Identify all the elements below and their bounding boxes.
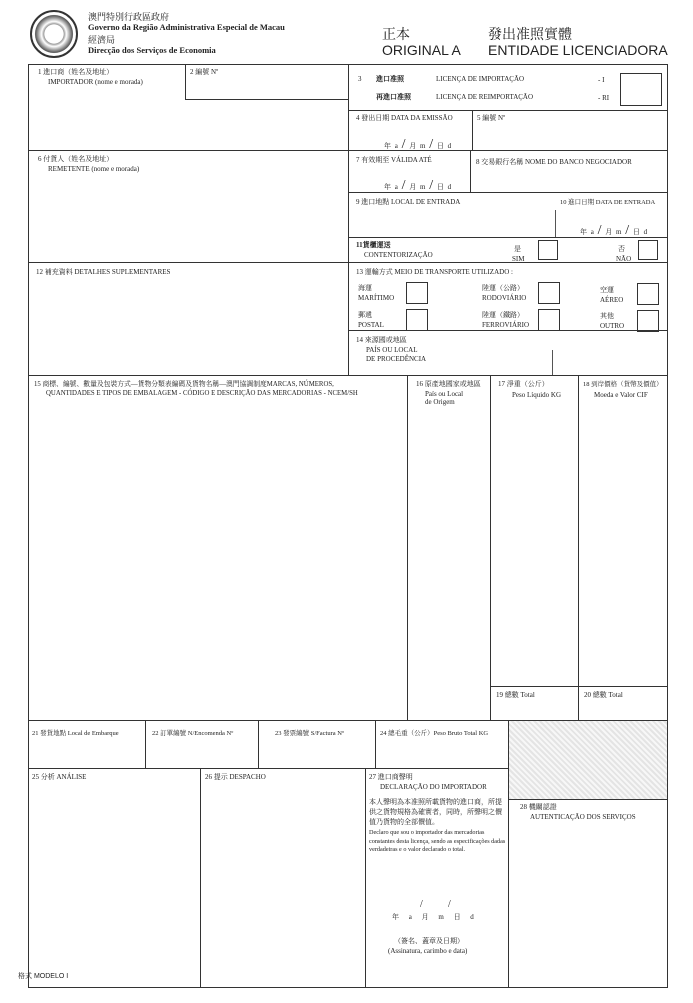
mode-air-pt: AÉREO	[600, 296, 624, 304]
slash: /	[420, 899, 423, 910]
field-19-label: 19 總數 Total	[496, 691, 535, 699]
field-16-origin[interactable]	[407, 375, 491, 721]
field-2-label: 2 編號 Nº	[190, 68, 219, 76]
field-20-label: 20 總數 Total	[584, 691, 623, 699]
field-7-label: 7 有效期至 VÁLIDA ATÉ	[356, 156, 432, 164]
field-28-label-pt: AUTENTICAÇÃO DOS SERVIÇOS	[530, 813, 636, 821]
field-13-label: 13 運輸方式 MEIO DE TRANSPORTE UTILIZADO :	[356, 268, 513, 276]
declaration-date-placeholder: 年 a 月 m 日 d	[392, 913, 478, 921]
field-23-invoice-number[interactable]	[258, 720, 376, 769]
field-4-label: 4 發出日期 DATA DA EMISSÃO	[356, 114, 453, 122]
field-28-authentication[interactable]	[508, 799, 668, 988]
field-15-label-2: QUANTIDADES E TIPOS DE EMBALAGEM - CÓDIGO E DESCRIÇÃO DAS MERCADORIAS - NCEM/SH	[46, 390, 358, 397]
mode-air-zh: 空運	[600, 286, 614, 294]
mode-road-zh: 陸運（公路）	[482, 284, 524, 292]
field-12-label: 12 補充資料 DETALHES SUPLEMENTARES	[36, 268, 171, 276]
field-14-label-pt1: PAÍS OU LOCAL	[366, 346, 418, 354]
field-21-label: 21 發貨地點 Local de Embarque	[32, 730, 119, 737]
field-10-label: 10 進口日期 DATA DE ENTRADA	[560, 199, 656, 206]
copy-pt: ORIGINAL A	[382, 42, 461, 58]
import-licence-code: - I	[598, 76, 605, 84]
reimport-licence-pt: LICENÇA DE REIMPORTAÇÃO	[436, 93, 534, 101]
field-6-label-zh: 6 付貨人（姓名及地址）	[38, 155, 114, 163]
valid-date-placeholder: 年 a / 月 m / 日 d	[384, 178, 453, 193]
issue-date-placeholder: 年 a / 月 m / 日 d	[384, 137, 453, 152]
field-15-label-1: 15 商標、編號、數量及包裝方式—貨物分類表編碼及貨物名稱—澳門協調制度MARCAS, NÚMEROS,	[34, 381, 334, 388]
field-1-label-zh: 1 進口商（姓名及地址）	[38, 68, 114, 76]
entity-pt: ENTIDADE LICENCIADORA	[488, 42, 668, 58]
mode-other-pt: OUTRO	[600, 322, 625, 330]
import-licence-zh: 進口准照	[376, 75, 404, 83]
form-model-label: 格式 MODELO I	[18, 973, 69, 980]
field-22-order-number[interactable]	[145, 720, 259, 769]
field-18-cif-value[interactable]	[578, 375, 668, 721]
field-21-loading-place[interactable]	[28, 720, 146, 769]
yes-zh: 是	[514, 245, 521, 253]
yes-pt: SIM	[512, 255, 525, 263]
field-17-label-pt: Peso Líquido KG	[512, 391, 561, 399]
field-16-label-pt2: de Origem	[425, 398, 455, 406]
field-6-label-pt: REMETENTE (nome e morada)	[48, 165, 140, 173]
mode-postal-zh: 郵遞	[358, 311, 372, 319]
field-25-label: 25 分析 ANÁLISE	[32, 773, 87, 781]
field-18-label-zh: 18 到岸價格（貨幣及價值）	[583, 381, 663, 388]
field-24-gross-weight[interactable]	[375, 720, 509, 769]
mode-postal-checkbox[interactable]	[406, 309, 428, 331]
container-yes-checkbox[interactable]	[538, 240, 558, 260]
licence-type-box[interactable]	[620, 73, 662, 106]
mode-postal-pt: POSTAL	[358, 321, 384, 329]
declaration-text-zh: 本人聲明為本准照所載貨物的進口商，所提供之貨物規格為確實者，同時，所聲明之價值乃貨物的全部價值。	[369, 798, 502, 826]
import-licence-pt: LICENÇA DE IMPORTAÇÃO	[436, 75, 525, 83]
gov-pt: Governo da Região Administrativa Especial de Macau	[88, 22, 285, 32]
divider	[555, 210, 556, 238]
field-27-label-zh: 27 進口商聲明	[369, 773, 413, 781]
field-27-label-pt: DECLARAÇÃO DO IMPORTADOR	[380, 783, 487, 791]
mode-rail-pt: FERROVIÁRIO	[482, 321, 530, 329]
container-no-checkbox[interactable]	[638, 240, 658, 260]
signature-label-pt: (Assinatura, carimbo e data)	[388, 947, 468, 955]
field-9-label: 9 進口地點 LOCAL DE ENTRADA	[356, 198, 461, 206]
field-3-num: 3	[358, 75, 362, 83]
field-28-label-zh: 28 機關認證	[520, 803, 557, 811]
field-17-net-weight[interactable]	[490, 375, 579, 721]
field-22-label: 22 訂單編號 N/Encomenda Nº	[152, 730, 234, 737]
no-pt: NÃO	[616, 255, 632, 263]
entity-zh: 發出准照實體	[488, 26, 572, 42]
reimport-licence-zh: 再進口准照	[376, 93, 411, 101]
mode-rail-zh: 陸運（鐵路）	[482, 311, 524, 319]
mode-sea-pt: MARÍTIMO	[358, 294, 395, 302]
field-14-label-zh: 14 來源國或地區	[356, 336, 407, 344]
mode-sea-zh: 海運	[358, 284, 372, 292]
mode-other-zh: 其他	[600, 312, 614, 320]
dept-pt: Direcção dos Serviços de Economia	[88, 45, 216, 55]
field-8-label: 8 交易銀行名稱 NOME DO BANCO NEGOCIADOR	[476, 158, 632, 166]
no-zh: 否	[618, 245, 625, 253]
field-24-label: 24 總毛重（公斤）Peso Bruto Total KG	[380, 730, 489, 737]
mode-rail-checkbox[interactable]	[538, 309, 560, 331]
divider	[552, 350, 553, 376]
field-16-label-zh: 16 原產地國家或地區	[416, 380, 481, 388]
field-17-label-zh: 17 淨重（公斤）	[498, 380, 549, 388]
field-18-label-pt: Moeda e Valor CIF	[594, 391, 648, 399]
field-25-analysis[interactable]	[28, 768, 201, 988]
macau-emblem	[30, 10, 78, 58]
entry-date-placeholder[interactable]: 年 a / 月 m / 日 d	[580, 223, 649, 238]
field-23-label: 23 發票編號 S/Factura Nº	[275, 730, 344, 737]
slash: /	[448, 899, 451, 910]
mode-other-checkbox[interactable]	[637, 310, 659, 332]
field-5-label: 5 編號 Nº	[477, 114, 506, 122]
official-stamp-area	[508, 720, 668, 800]
dept-zh: 經濟局	[88, 35, 116, 45]
mode-sea-checkbox[interactable]	[406, 282, 428, 304]
mode-road-pt: RODOVIÁRIO	[482, 294, 527, 302]
field-26-dispatch[interactable]	[200, 768, 366, 988]
declaration-text-pt: Declaro que sou o importador das mercadorias constantes desta licença, sendo as especificações dadas verdadeiras e o valor declarado o total.	[369, 829, 506, 853]
field-1-label-pt: IMPORTADOR (nome e morada)	[48, 78, 143, 86]
reimport-licence-code: - RI	[598, 94, 610, 102]
field-16-label-pt1: País ou Local	[425, 390, 464, 398]
copy-zh: 正本	[382, 26, 410, 42]
field-8-bank[interactable]	[470, 150, 668, 193]
signature-label-zh: （簽名、蓋章及日期）	[394, 937, 464, 945]
field-15-goods[interactable]	[28, 375, 408, 721]
field-12-supplementary[interactable]	[28, 262, 349, 376]
field-11-label-pt: CONTENTORIZAÇÃO	[364, 251, 433, 259]
mode-road-checkbox[interactable]	[538, 282, 560, 304]
gov-zh: 澳門特別行政區政府	[88, 12, 170, 22]
mode-air-checkbox[interactable]	[637, 283, 659, 305]
field-11-label-zh: 11貨櫃運送	[356, 241, 391, 249]
field-14-label-pt2: DE PROCEDÊNCIA	[366, 355, 427, 363]
field-26-label: 26 提示 DESPACHO	[205, 773, 266, 781]
